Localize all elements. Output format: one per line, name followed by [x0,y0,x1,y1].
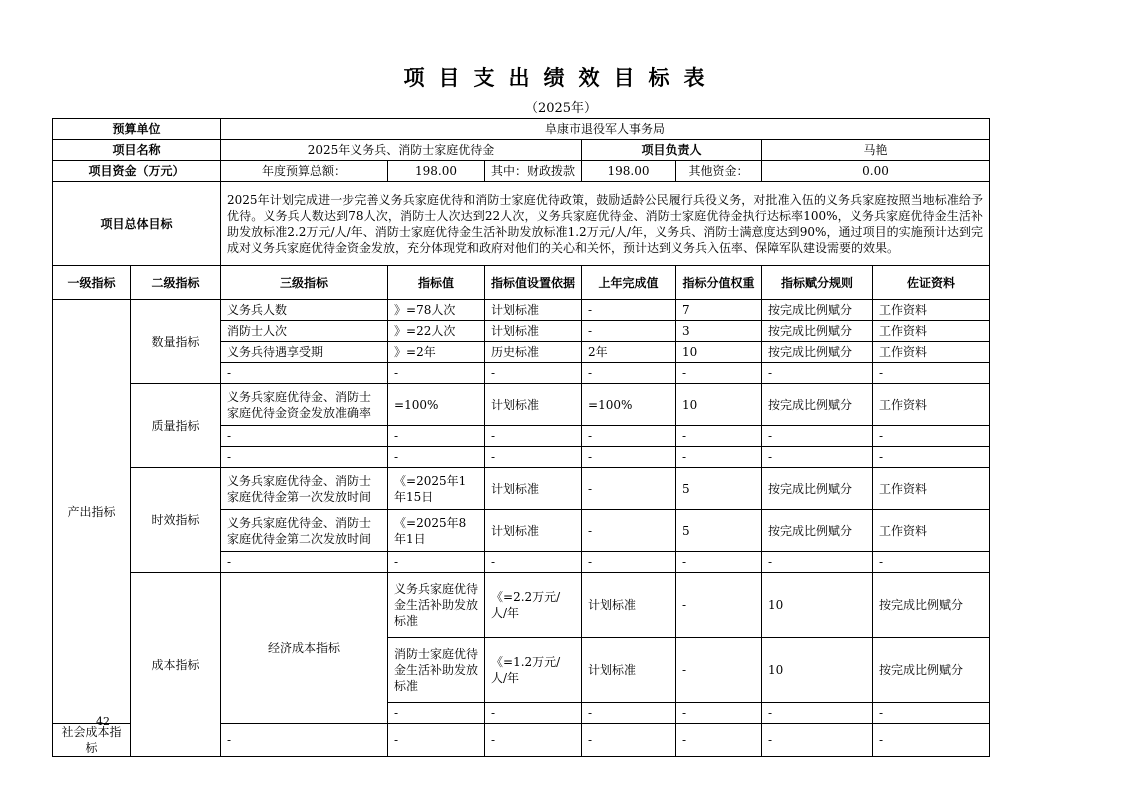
table-row [53,384,990,426]
cell: - [221,447,388,468]
level1-cost: 成本指标 [131,573,221,757]
cell: 义务兵家庭优待金、消防士家庭优待金第一次发放时间 [221,468,388,510]
cell: 按完成比例赋分 [762,321,873,342]
cell: - [873,724,990,757]
cell: - [676,724,762,757]
cell: 按完成比例赋分 [873,573,990,638]
cell: - [582,321,676,342]
col-header-last-year: 上年完成值 [582,266,676,300]
cell: 》=22人次 [388,321,485,342]
level1-output: 产出指标 [53,300,131,724]
cell: 工作资料 [873,342,990,363]
cell: - [485,552,582,573]
cell: - [873,426,990,447]
cell: 10 [762,573,873,638]
level2-economic-cost: 经济成本指标 [221,573,388,724]
cell: - [582,703,676,724]
cell: 10 [676,384,762,426]
cell: - [388,363,485,384]
col-header-weight: 指标分值权重 [676,266,762,300]
cell: 按完成比例赋分 [762,384,873,426]
cell: 义务兵家庭优待金生活补助发放标准 [388,573,485,638]
col-header-evidence: 佐证资料 [873,266,990,300]
fiscal-value: 198.00 [582,161,676,182]
cell: 《=2025年8年1日 [388,510,485,552]
level2-social-cost: 社会成本指标 [53,724,131,757]
project-owner-label: 项目负责人 [582,140,762,161]
cell: 计划标准 [485,468,582,510]
annual-total-label: 年度预算总额： [221,161,388,182]
cell: 7 [676,300,762,321]
cell: - [485,426,582,447]
cell: 义务兵人数 [221,300,388,321]
cell: - [762,724,873,757]
cell: 工作资料 [873,321,990,342]
col-header-basis: 指标值设置依据 [485,266,582,300]
level2-timeliness: 时效指标 [131,468,221,573]
cell: =100% [388,384,485,426]
table-row [53,468,990,510]
cell: 消防士人次 [221,321,388,342]
project-owner-value: 马艳 [762,140,990,161]
cell: - [676,552,762,573]
cell: 义务兵待遇享受期 [221,342,388,363]
cell: 》=78人次 [388,300,485,321]
col-header-value: 指标值 [388,266,485,300]
cell: - [873,552,990,573]
cell: - [873,703,990,724]
cell: 计划标准 [582,638,676,703]
cell: - [485,724,582,757]
cell: 计划标准 [485,384,582,426]
cell: 《=2.2万元/人/年 [485,573,582,638]
cell: 工作资料 [873,384,990,426]
cell: 按完成比例赋分 [762,342,873,363]
cell: - [221,552,388,573]
cell: 工作资料 [873,510,990,552]
cell: 》=2年 [388,342,485,363]
fiscal-label: 其中：财政拨款 [485,161,582,182]
other-funds-value: 0.00 [762,161,990,182]
page-number: 42 [96,715,110,728]
cell: - [221,426,388,447]
cell: 工作资料 [873,468,990,510]
cell: - [388,426,485,447]
level2-quantity: 数量指标 [131,300,221,384]
cell: - [676,638,762,703]
cell: 计划标准 [485,300,582,321]
cell: - [582,510,676,552]
goal-label: 项目总体目标 [53,182,221,266]
table-row [53,300,990,321]
cell: - [388,552,485,573]
cell: 《=1.2万元/人/年 [485,638,582,703]
cell: - [676,447,762,468]
cell: 2年 [582,342,676,363]
cell: - [582,363,676,384]
cell: 3 [676,321,762,342]
cell: 5 [676,468,762,510]
cell: - [388,703,485,724]
cell: 按完成比例赋分 [762,468,873,510]
budget-unit-label: 预算单位 [53,119,221,140]
table-row [53,573,990,638]
page-title: 项目支出绩效目标表 [403,66,719,90]
col-header-level2: 二级指标 [131,266,221,300]
cell: - [485,447,582,468]
col-header-level3: 三级指标 [221,266,388,300]
cell: 消防士家庭优待金生活补助发放标准 [388,638,485,703]
cell: 《=2025年1年15日 [388,468,485,510]
cell: - [676,703,762,724]
cell: 按完成比例赋分 [762,300,873,321]
cell: - [762,552,873,573]
annual-total-value: 198.00 [388,161,485,182]
year-subtitle: （2025年） [524,101,598,116]
cell: 按完成比例赋分 [873,638,990,703]
cell: 历史标准 [485,342,582,363]
cell: - [485,703,582,724]
col-header-level1: 一级指标 [53,266,131,300]
performance-table [52,118,990,757]
cell: 按完成比例赋分 [762,510,873,552]
cell: - [582,300,676,321]
cell: 计划标准 [485,321,582,342]
cell: 5 [676,510,762,552]
col-header-scoring: 指标赋分规则 [762,266,873,300]
other-funds-label: 其他资金： [676,161,762,182]
cell: - [582,552,676,573]
cell: - [582,468,676,510]
budget-unit-value: 阜康市退役军人事务局 [221,119,990,140]
cell: - [485,363,582,384]
cell: 10 [762,638,873,703]
cell: 计划标准 [485,510,582,552]
cell: - [873,447,990,468]
cell: 工作资料 [873,300,990,321]
funds-label: 项目资金（万元） [53,161,221,182]
cell: - [873,363,990,384]
cell: - [388,724,485,757]
cell: - [676,573,762,638]
cell: - [582,724,676,757]
level2-quality: 质量指标 [131,384,221,468]
cell: - [762,426,873,447]
cell: - [762,703,873,724]
cell: =100% [582,384,676,426]
cell: - [388,447,485,468]
cell: - [582,447,676,468]
cell: - [582,426,676,447]
cell: - [221,363,388,384]
cell: 义务兵家庭优待金、消防士家庭优待金第二次发放时间 [221,510,388,552]
cell: 义务兵家庭优待金、消防士家庭优待金资金发放准确率 [221,384,388,426]
cell: - [762,447,873,468]
cell: - [676,426,762,447]
project-name-value: 2025年义务兵、消防士家庭优待金 [221,140,582,161]
cell: - [762,363,873,384]
cell: 10 [676,342,762,363]
project-name-label: 项目名称 [53,140,221,161]
cell: - [676,363,762,384]
cell: 计划标准 [582,573,676,638]
cell: - [221,724,388,757]
goal-text: 2025年计划完成进一步完善义务兵家庭优待和消防士家庭优待政策，鼓励适龄公民履行兵役义务，对批准入伍的义务兵家庭按照当地标准给予优待。义务兵人数达到78人次，消防士人次达到22人次，义务兵家庭优待金、消防士家庭优待金执行达标率100%，义务兵家庭优待金生活补助发放标准2.2万元/人/年、消防士家庭优待金生活补助发放标准1.2万元/人/年，义务兵、消防士满意度达到90%，通过项目的实施预计达到完成对义务兵家庭优待金资金发放，充分体现党和政府对他们的关心和关怀，预计达到义务兵入伍率、保障军队建设需要的效果。 [221,182,990,266]
